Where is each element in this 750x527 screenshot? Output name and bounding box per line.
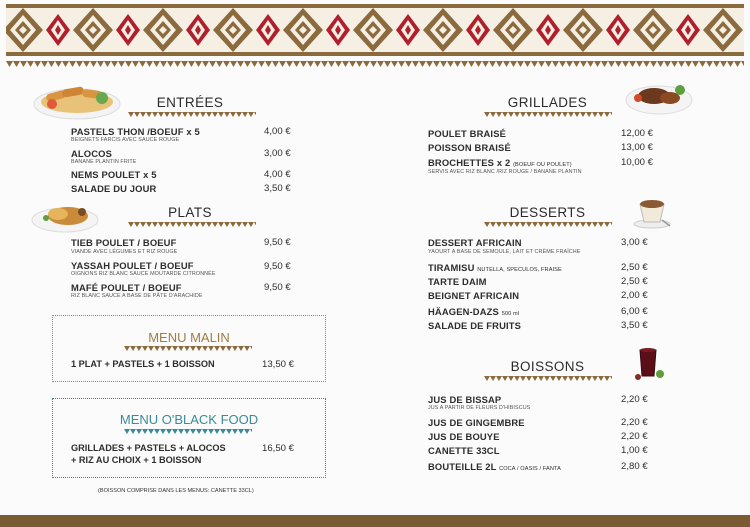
boisson-gingembre-name: JUS DE GINGEMBRE <box>428 417 525 428</box>
grillade-poisson-name: POISSON BRAISÉ <box>428 142 511 153</box>
dessert-salade-price: 3,50 € <box>621 320 648 331</box>
plats-title: PLATS <box>168 205 212 220</box>
entree-salade-name: SALADE DU JOUR <box>71 183 157 194</box>
menu-malin-content: 1 PLAT + PASTELS + 1 BOISSON <box>71 359 215 369</box>
plat-yassah-desc: OIGNONS RIZ BLANC SAUCE MOUTARDE CITRONNÉE <box>71 271 216 277</box>
dessert-cup-photo <box>632 194 672 235</box>
grilled-meat-photo <box>624 74 694 123</box>
dessert-tiramisu-price: 2,50 € <box>621 262 648 273</box>
plat-mafe-price: 9,50 € <box>264 282 291 293</box>
menu-oblack-content-line-1: GRILLADES + PASTELS + ALOCOS <box>71 443 226 453</box>
entree-pastels-name: PASTELS THON /BOEUF x 5 <box>71 126 200 137</box>
menu-drink-note: (BOISSON COMPRISE DANS LES MENUS: CANETTE 33CL) <box>98 488 254 494</box>
boisson-bouye-name: JUS DE BOUYE <box>428 431 500 442</box>
dessert-tiramisu-flavours: NUTELLA, SPECULOS, FRAISE <box>477 267 562 273</box>
grillade-poulet-name: POULET BRAISÉ <box>428 128 506 139</box>
menu-oblack-ornament <box>124 429 252 435</box>
boisson-bouye-price: 2,20 € <box>621 431 648 442</box>
grillades-title: GRILLADES <box>507 95 588 110</box>
dessert-africain-price: 3,00 € <box>621 237 648 248</box>
dessert-salade-name: SALADE DE FRUITS <box>428 320 522 331</box>
entrees-title-ornament <box>128 112 256 118</box>
entree-alocos-name: ALOCOS <box>71 148 113 159</box>
grillades-title-ornament <box>484 112 612 118</box>
boisson-bissap-name: JUS DE BISSAP <box>428 394 502 405</box>
entree-alocos-desc: BANANE PLANTIN FRITE <box>71 159 137 165</box>
dessert-tarte-price: 2,50 € <box>621 276 648 287</box>
dessert-haagen-size: 500 ml <box>501 311 520 317</box>
boisson-bissap-price: 2,20 € <box>621 394 648 405</box>
bottom-brown-bar <box>0 515 750 527</box>
boisson-gingembre-price: 2,20 € <box>621 417 648 428</box>
dessert-beignet-name: BEIGNET AFRICAIN <box>428 290 520 301</box>
boissons-title: BOISSONS <box>510 359 585 374</box>
dessert-africain-desc: YAOURT A BASE DE SEMOULE, LAIT ET CRÈME FRAÎCHE <box>428 249 581 255</box>
menu-malin-ornament <box>124 346 252 352</box>
plat-yassah-name: YASSAH POULET / BOEUF <box>71 260 194 271</box>
spring-rolls-photo <box>32 74 122 129</box>
boisson-bouteille-options: COCA / OASIS / FANTA <box>499 466 561 472</box>
entree-alocos-price: 3,00 € <box>264 148 291 159</box>
grillade-poisson-price: 13,00 € <box>621 142 654 153</box>
plat-tieb-desc: VIANDE AVEC LÉGUMES ET RIZ ROUGE <box>71 249 178 255</box>
boisson-bouteille-name: BOUTEILLE 2L COCA / OASIS / FANTA <box>428 461 561 472</box>
entree-pastels-price: 4,00 € <box>264 126 291 137</box>
dessert-haagen-name: HÄAGEN-DAZS 500 ml <box>428 306 520 317</box>
menu-oblack-content-line-2: + RIZ AU CHOIX + 1 BOISSON <box>71 455 202 465</box>
grillade-brochettes-name: BROCHETTES x 2 (BOEUF OU POULET) <box>428 157 572 168</box>
plated-dish-photo <box>30 196 100 241</box>
dessert-haagen-price: 6,00 € <box>621 306 648 317</box>
plat-mafe-name: MAFÉ POULET / BOEUF <box>71 282 182 293</box>
boisson-canette-price: 1,00 € <box>621 445 648 456</box>
boisson-bouteille-price: 2,80 € <box>621 461 648 472</box>
dessert-tarte-name: TARTE DAIM <box>428 276 487 287</box>
plat-yassah-price: 9,50 € <box>264 261 291 272</box>
entree-nems-price: 4,00 € <box>264 169 291 180</box>
menu-oblack-title: MENU O'BLACK FOOD <box>119 412 259 427</box>
drink-glass-photo <box>630 344 670 389</box>
dessert-tiramisu-name: TIRAMISU NUTELLA, SPECULOS, FRAISE <box>428 262 562 273</box>
menu-oblack-box <box>52 398 326 478</box>
entree-nems-name: NEMS POULET x 5 <box>71 169 157 180</box>
desserts-title-ornament <box>484 222 612 228</box>
menu-malin-title: MENU MALIN <box>148 330 230 345</box>
dessert-africain-name: DESSERT AFRICAIN <box>428 237 522 248</box>
dessert-beignet-price: 2,00 € <box>621 290 648 301</box>
desserts-title: DESSERTS <box>509 205 586 220</box>
grillade-brochettes-desc: SERVIS AVEC RIZ BLANC /RIZ ROUGE / BANANE PLANTIN <box>428 169 582 175</box>
grillade-poulet-price: 12,00 € <box>621 128 654 139</box>
menu-oblack-price: 16,50 € <box>262 443 295 454</box>
decorative-pattern-band <box>6 4 744 56</box>
plat-mafe-desc: RIZ BLANC SAUCE A BASE DE PÂTE D'ARACHIDE <box>71 293 203 299</box>
grillade-brochettes-option: (BOEUF OU POULET) <box>513 162 572 168</box>
boissons-title-ornament <box>484 376 612 382</box>
plat-tieb-name: TIEB POULET / BOEUF <box>71 237 177 248</box>
menu-malin-price: 13,50 € <box>262 359 295 370</box>
boisson-bissap-desc: JUS A PARTIR DE FLEURS D'HIBISCUS <box>428 405 531 411</box>
plat-tieb-price: 9,50 € <box>264 237 291 248</box>
entree-salade-price: 3,50 € <box>264 183 291 194</box>
grillade-brochettes-price: 10,00 € <box>621 157 654 168</box>
decorative-fringe <box>6 56 744 64</box>
entrees-title: ENTRÉES <box>156 95 224 110</box>
entree-pastels-desc: BEIGNETS FARCIS AVEC SAUCE ROUGE <box>71 137 180 143</box>
boisson-canette-name: CANETTE 33CL <box>428 445 500 456</box>
plats-title-ornament <box>128 222 256 228</box>
